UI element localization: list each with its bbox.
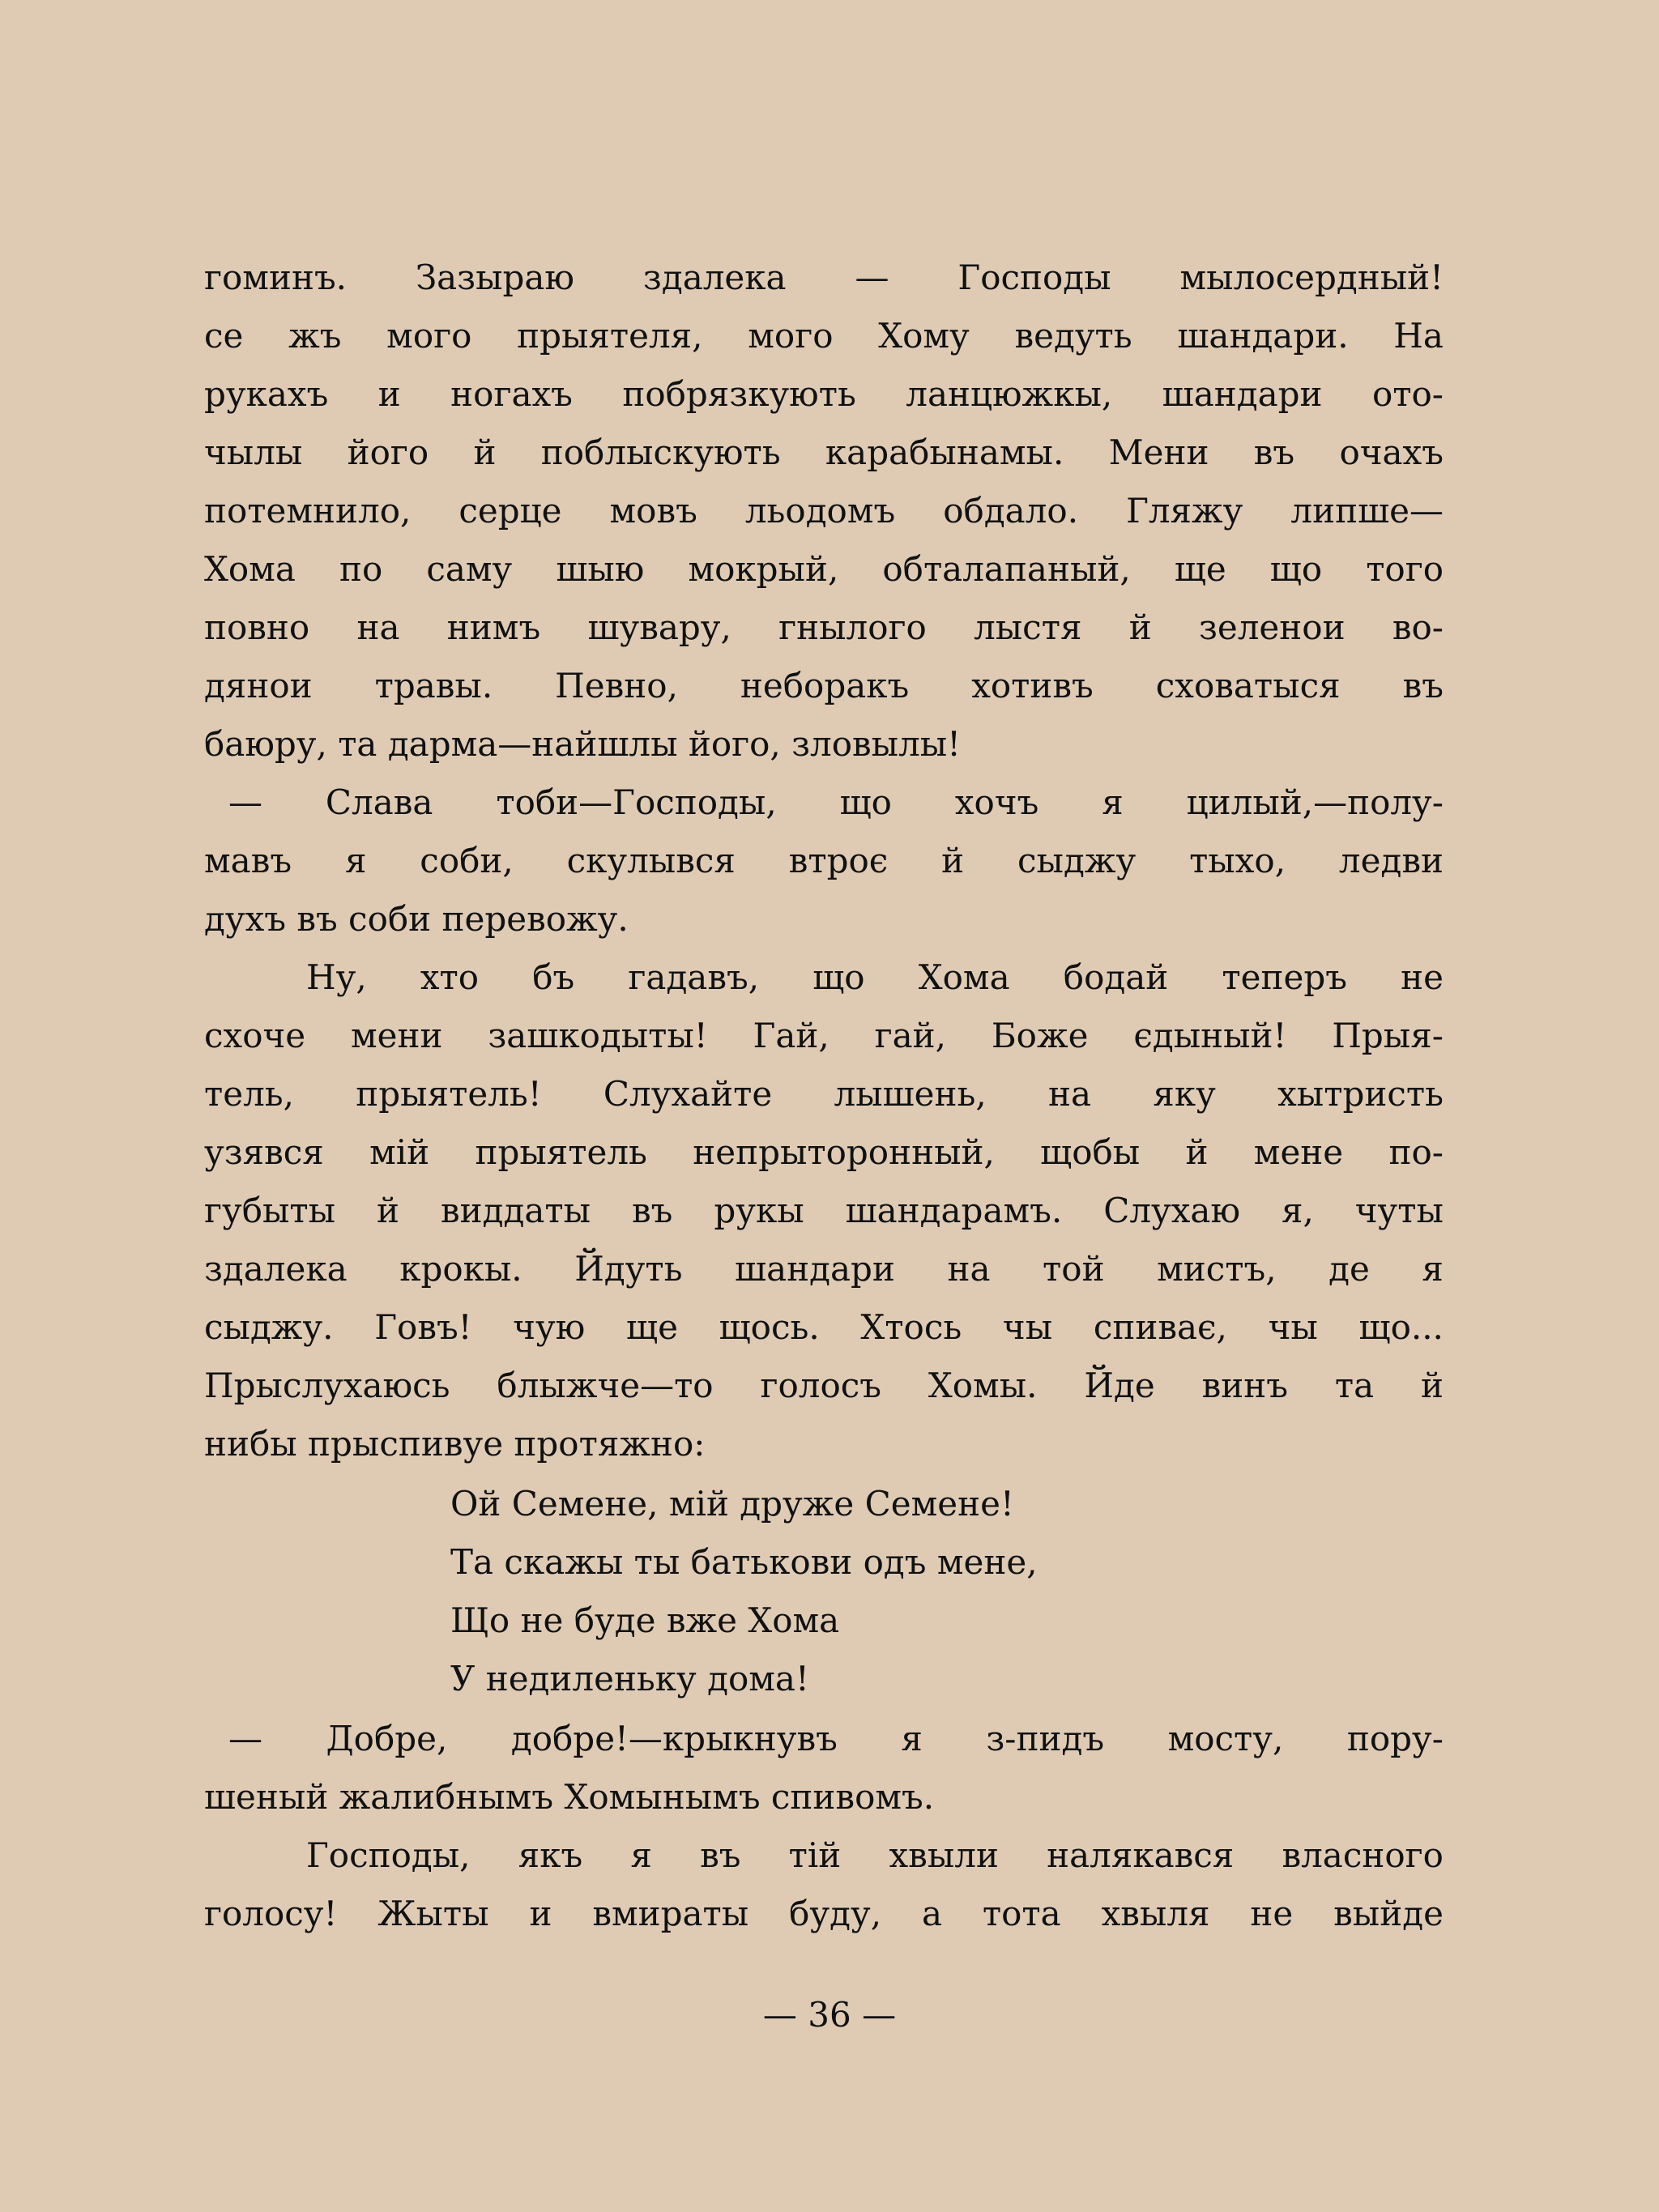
- text-line: [204, 374, 1444, 415]
- word: Мени: [1108, 433, 1209, 472]
- word: хытристь: [1277, 1074, 1444, 1114]
- word: й: [941, 841, 965, 880]
- word: голосъ: [760, 1366, 881, 1405]
- word: карабынамы.: [825, 433, 1064, 472]
- word: Господы: [957, 258, 1111, 297]
- word: ведуть: [1014, 316, 1132, 356]
- word: неборакъ: [740, 666, 910, 705]
- text-line: [204, 899, 629, 940]
- word: побрязкують: [622, 374, 856, 414]
- word: въ: [1253, 433, 1295, 472]
- word: мылосердный!: [1179, 258, 1444, 297]
- word: мене: [1253, 1132, 1344, 1172]
- word: мавъ: [204, 841, 292, 880]
- word: щось.: [719, 1307, 820, 1347]
- word: крокы.: [399, 1249, 522, 1289]
- line-text: шеный жалибнымъ Хомынымъ спивомъ.: [204, 1777, 935, 1817]
- word: мени: [350, 1016, 443, 1055]
- word: Певно,: [555, 666, 678, 705]
- word: Говъ!: [374, 1307, 472, 1347]
- text-line: [204, 724, 961, 765]
- word: тыхо,: [1189, 841, 1286, 880]
- word: Гай,: [753, 1016, 830, 1055]
- word: що...: [1358, 1307, 1444, 1347]
- text-line: [204, 1132, 1444, 1173]
- word: —: [228, 782, 262, 822]
- line-text: баюру, та дарма—найшлы його, зловылы!: [204, 724, 962, 764]
- text-line: [204, 1191, 1444, 1231]
- text-line: [204, 258, 1444, 298]
- word: що: [839, 782, 892, 822]
- word: и: [377, 374, 401, 414]
- word: мого: [748, 316, 834, 356]
- word: на: [356, 607, 400, 647]
- word: здалека: [204, 1249, 348, 1289]
- word: шувару,: [587, 607, 731, 647]
- word: по: [339, 549, 383, 589]
- word: тель,: [204, 1074, 294, 1114]
- word: Хому: [878, 316, 970, 356]
- text-line: [228, 782, 1444, 823]
- word: Жыты: [377, 1894, 489, 1933]
- word: Прыя-: [1332, 1016, 1444, 1055]
- word: Слухайте: [603, 1074, 773, 1114]
- word: не: [1250, 1894, 1294, 1933]
- word: якъ: [518, 1835, 583, 1875]
- word: рукы: [714, 1191, 804, 1230]
- word: серце: [458, 491, 562, 531]
- word: й: [473, 433, 497, 472]
- word: сховатыся: [1155, 666, 1341, 705]
- word: чуты: [1354, 1191, 1444, 1230]
- word: я,: [1281, 1191, 1314, 1230]
- word: шыю: [556, 549, 645, 589]
- word: очахъ: [1339, 433, 1444, 472]
- text-line: [306, 957, 1444, 998]
- word: хвыля: [1101, 1894, 1210, 1933]
- word: я: [901, 1719, 923, 1758]
- word: власного: [1282, 1835, 1444, 1875]
- word: Йде: [1084, 1366, 1155, 1405]
- word: сыджу.: [204, 1307, 334, 1347]
- word: жъ: [288, 316, 342, 356]
- text-line: [204, 1249, 1444, 1289]
- word: Добре,: [326, 1719, 448, 1758]
- word: теперъ: [1222, 957, 1347, 997]
- word: льодомъ: [744, 491, 896, 531]
- word: чы: [1002, 1307, 1053, 1347]
- word: саму: [426, 549, 513, 589]
- word: Ну,: [306, 957, 367, 997]
- word: ото-: [1371, 374, 1444, 414]
- word: Слава: [325, 782, 433, 822]
- word: Гляжу: [1126, 491, 1243, 531]
- word: губыты: [204, 1191, 336, 1230]
- word: мокрый,: [688, 549, 839, 589]
- word: блыжче—то: [497, 1366, 714, 1405]
- word: по-: [1388, 1132, 1444, 1172]
- word: потемнило,: [204, 491, 412, 531]
- word: я: [344, 841, 367, 880]
- word: хотивъ: [971, 666, 1094, 705]
- word: Боже: [991, 1016, 1089, 1055]
- word: Прыслухаюсь: [204, 1366, 450, 1405]
- word: гадавъ,: [628, 957, 760, 997]
- word: той: [1043, 1249, 1105, 1289]
- word: сыджу: [1017, 841, 1137, 880]
- word: липше—: [1290, 491, 1444, 531]
- word: дянои: [204, 666, 313, 705]
- word: ледви: [1338, 841, 1444, 880]
- text-line: [306, 1835, 1444, 1876]
- word: бодай: [1063, 957, 1169, 997]
- word: —: [855, 258, 889, 297]
- word: Хома: [204, 549, 296, 589]
- word: мовъ: [609, 491, 697, 531]
- poem-text: Ой Семене, мій друже Семене!: [450, 1484, 1014, 1524]
- word: мого: [386, 316, 472, 356]
- poem-line: [450, 1484, 1014, 1524]
- word: шандарамъ.: [845, 1191, 1063, 1230]
- word: рукахъ: [204, 374, 329, 414]
- word: хвыли: [889, 1835, 999, 1875]
- word: на: [1048, 1074, 1092, 1114]
- text-line: [204, 491, 1444, 531]
- word: Йдуть: [574, 1249, 683, 1289]
- text-line: [204, 316, 1444, 356]
- word: зашкодыты!: [488, 1016, 708, 1055]
- word: єдыный!: [1133, 1016, 1287, 1055]
- word: я: [1422, 1249, 1444, 1289]
- line-text: духъ въ соби перевожу.: [204, 899, 629, 939]
- word: щобы: [1040, 1132, 1141, 1172]
- text-line: [204, 1894, 1444, 1934]
- word: мій: [369, 1132, 430, 1172]
- word: а: [921, 1894, 942, 1933]
- word: ланцюжкы,: [906, 374, 1113, 414]
- word: й: [1421, 1366, 1444, 1405]
- text-line: [204, 1016, 1444, 1056]
- poem-text: У недиленьку дома!: [450, 1659, 809, 1698]
- word: въ: [632, 1191, 673, 1230]
- word: прыятеля,: [517, 316, 703, 356]
- word: голосу!: [204, 1894, 338, 1933]
- word: не: [1401, 957, 1444, 997]
- word: спиває,: [1093, 1307, 1227, 1347]
- text-line: [204, 1366, 1444, 1406]
- line-text: нибы прыспивуе протяжно:: [204, 1424, 706, 1464]
- word: зеленои: [1198, 607, 1346, 647]
- text-line: [204, 1777, 934, 1818]
- word: тій: [788, 1835, 842, 1875]
- word: ногахъ: [450, 374, 573, 414]
- word: повно: [204, 607, 310, 647]
- word: въ: [1402, 666, 1444, 705]
- word: його: [347, 433, 429, 472]
- word: що: [1269, 549, 1323, 589]
- word: узявся: [204, 1132, 324, 1172]
- word: що: [812, 957, 865, 997]
- word: —: [228, 1719, 262, 1758]
- word: чылы: [204, 433, 303, 472]
- word: ще: [1174, 549, 1226, 589]
- word: выйде: [1333, 1894, 1444, 1933]
- word: добре!—крыкнувъ: [510, 1719, 838, 1758]
- word: обталапаный,: [882, 549, 1131, 589]
- text-line: [204, 666, 1444, 706]
- word: поблыскують: [540, 433, 781, 472]
- word: прыятель!: [356, 1074, 542, 1114]
- word: й: [1185, 1132, 1209, 1172]
- word: вмираты: [592, 1894, 749, 1933]
- word: хочъ: [954, 782, 1039, 822]
- word: непрыторонный,: [693, 1132, 995, 1172]
- word: нимъ: [446, 607, 541, 647]
- word: Хомы.: [928, 1366, 1038, 1405]
- word: з-пидъ: [986, 1719, 1105, 1758]
- poem-line: [450, 1542, 1038, 1583]
- word: мистъ,: [1157, 1249, 1277, 1289]
- word: я: [1102, 782, 1124, 822]
- word: Хома: [918, 957, 1010, 997]
- word: чую: [513, 1307, 586, 1347]
- word: тота: [982, 1894, 1061, 1933]
- word: прыятель: [475, 1132, 647, 1172]
- word: лышень,: [834, 1074, 987, 1114]
- word: шандари.: [1177, 316, 1349, 356]
- poem-text: Що не буде вже Хома: [450, 1600, 840, 1640]
- word: гай,: [874, 1016, 946, 1055]
- word: здалека: [642, 258, 787, 297]
- word: лыстя: [974, 607, 1082, 647]
- word: пору-: [1346, 1719, 1444, 1758]
- word: яку: [1153, 1074, 1216, 1114]
- text-line: [204, 1424, 705, 1464]
- word: обдало.: [943, 491, 1079, 531]
- word: де: [1328, 1249, 1370, 1289]
- word: буду,: [789, 1894, 882, 1933]
- poem-line: [450, 1600, 839, 1641]
- text-line: [204, 607, 1444, 648]
- word: Хтось: [860, 1307, 962, 1347]
- text-line: [204, 1074, 1444, 1115]
- word: гнылого: [778, 607, 927, 647]
- word: скулывся: [566, 841, 736, 880]
- word: Слухаю: [1103, 1191, 1241, 1230]
- text-line: [204, 841, 1444, 881]
- word: шандари: [1162, 374, 1323, 414]
- page-number: — 36 —: [762, 1995, 897, 2035]
- word: та: [1334, 1366, 1375, 1405]
- word: тоби—Господы,: [496, 782, 777, 822]
- word: во-: [1392, 607, 1444, 647]
- word: чы: [1268, 1307, 1318, 1347]
- word: на: [947, 1249, 991, 1289]
- word: виддаты: [441, 1191, 591, 1230]
- word: се: [204, 316, 244, 356]
- word: того: [1366, 549, 1444, 589]
- word: Зазыраю: [415, 258, 574, 297]
- word: мосту,: [1167, 1719, 1284, 1758]
- poem-text: Та скажы ты батькови одъ мене,: [450, 1542, 1038, 1582]
- word: цилый,—полу-: [1186, 782, 1444, 822]
- word: соби,: [420, 841, 514, 880]
- word: и: [529, 1894, 552, 1933]
- word: я: [630, 1835, 652, 1875]
- word: винъ: [1201, 1366, 1288, 1405]
- word: й: [1128, 607, 1152, 647]
- word: Господы,: [306, 1835, 471, 1875]
- word: гоминъ.: [204, 258, 348, 297]
- word: шандари: [735, 1249, 895, 1289]
- word: На: [1393, 316, 1444, 356]
- word: бъ: [532, 957, 575, 997]
- word: хто: [420, 957, 480, 997]
- word: схоче: [204, 1016, 306, 1055]
- text-line: [204, 549, 1444, 590]
- word: въ: [700, 1835, 741, 1875]
- text-line: [228, 1719, 1444, 1759]
- text-line: [204, 433, 1444, 473]
- poem-line: [450, 1659, 809, 1699]
- word: налякався: [1047, 1835, 1235, 1875]
- word: й: [377, 1191, 400, 1230]
- word: травы.: [374, 666, 493, 705]
- text-line: [204, 1307, 1444, 1348]
- word: втроє: [788, 841, 889, 880]
- word: ще: [626, 1307, 678, 1347]
